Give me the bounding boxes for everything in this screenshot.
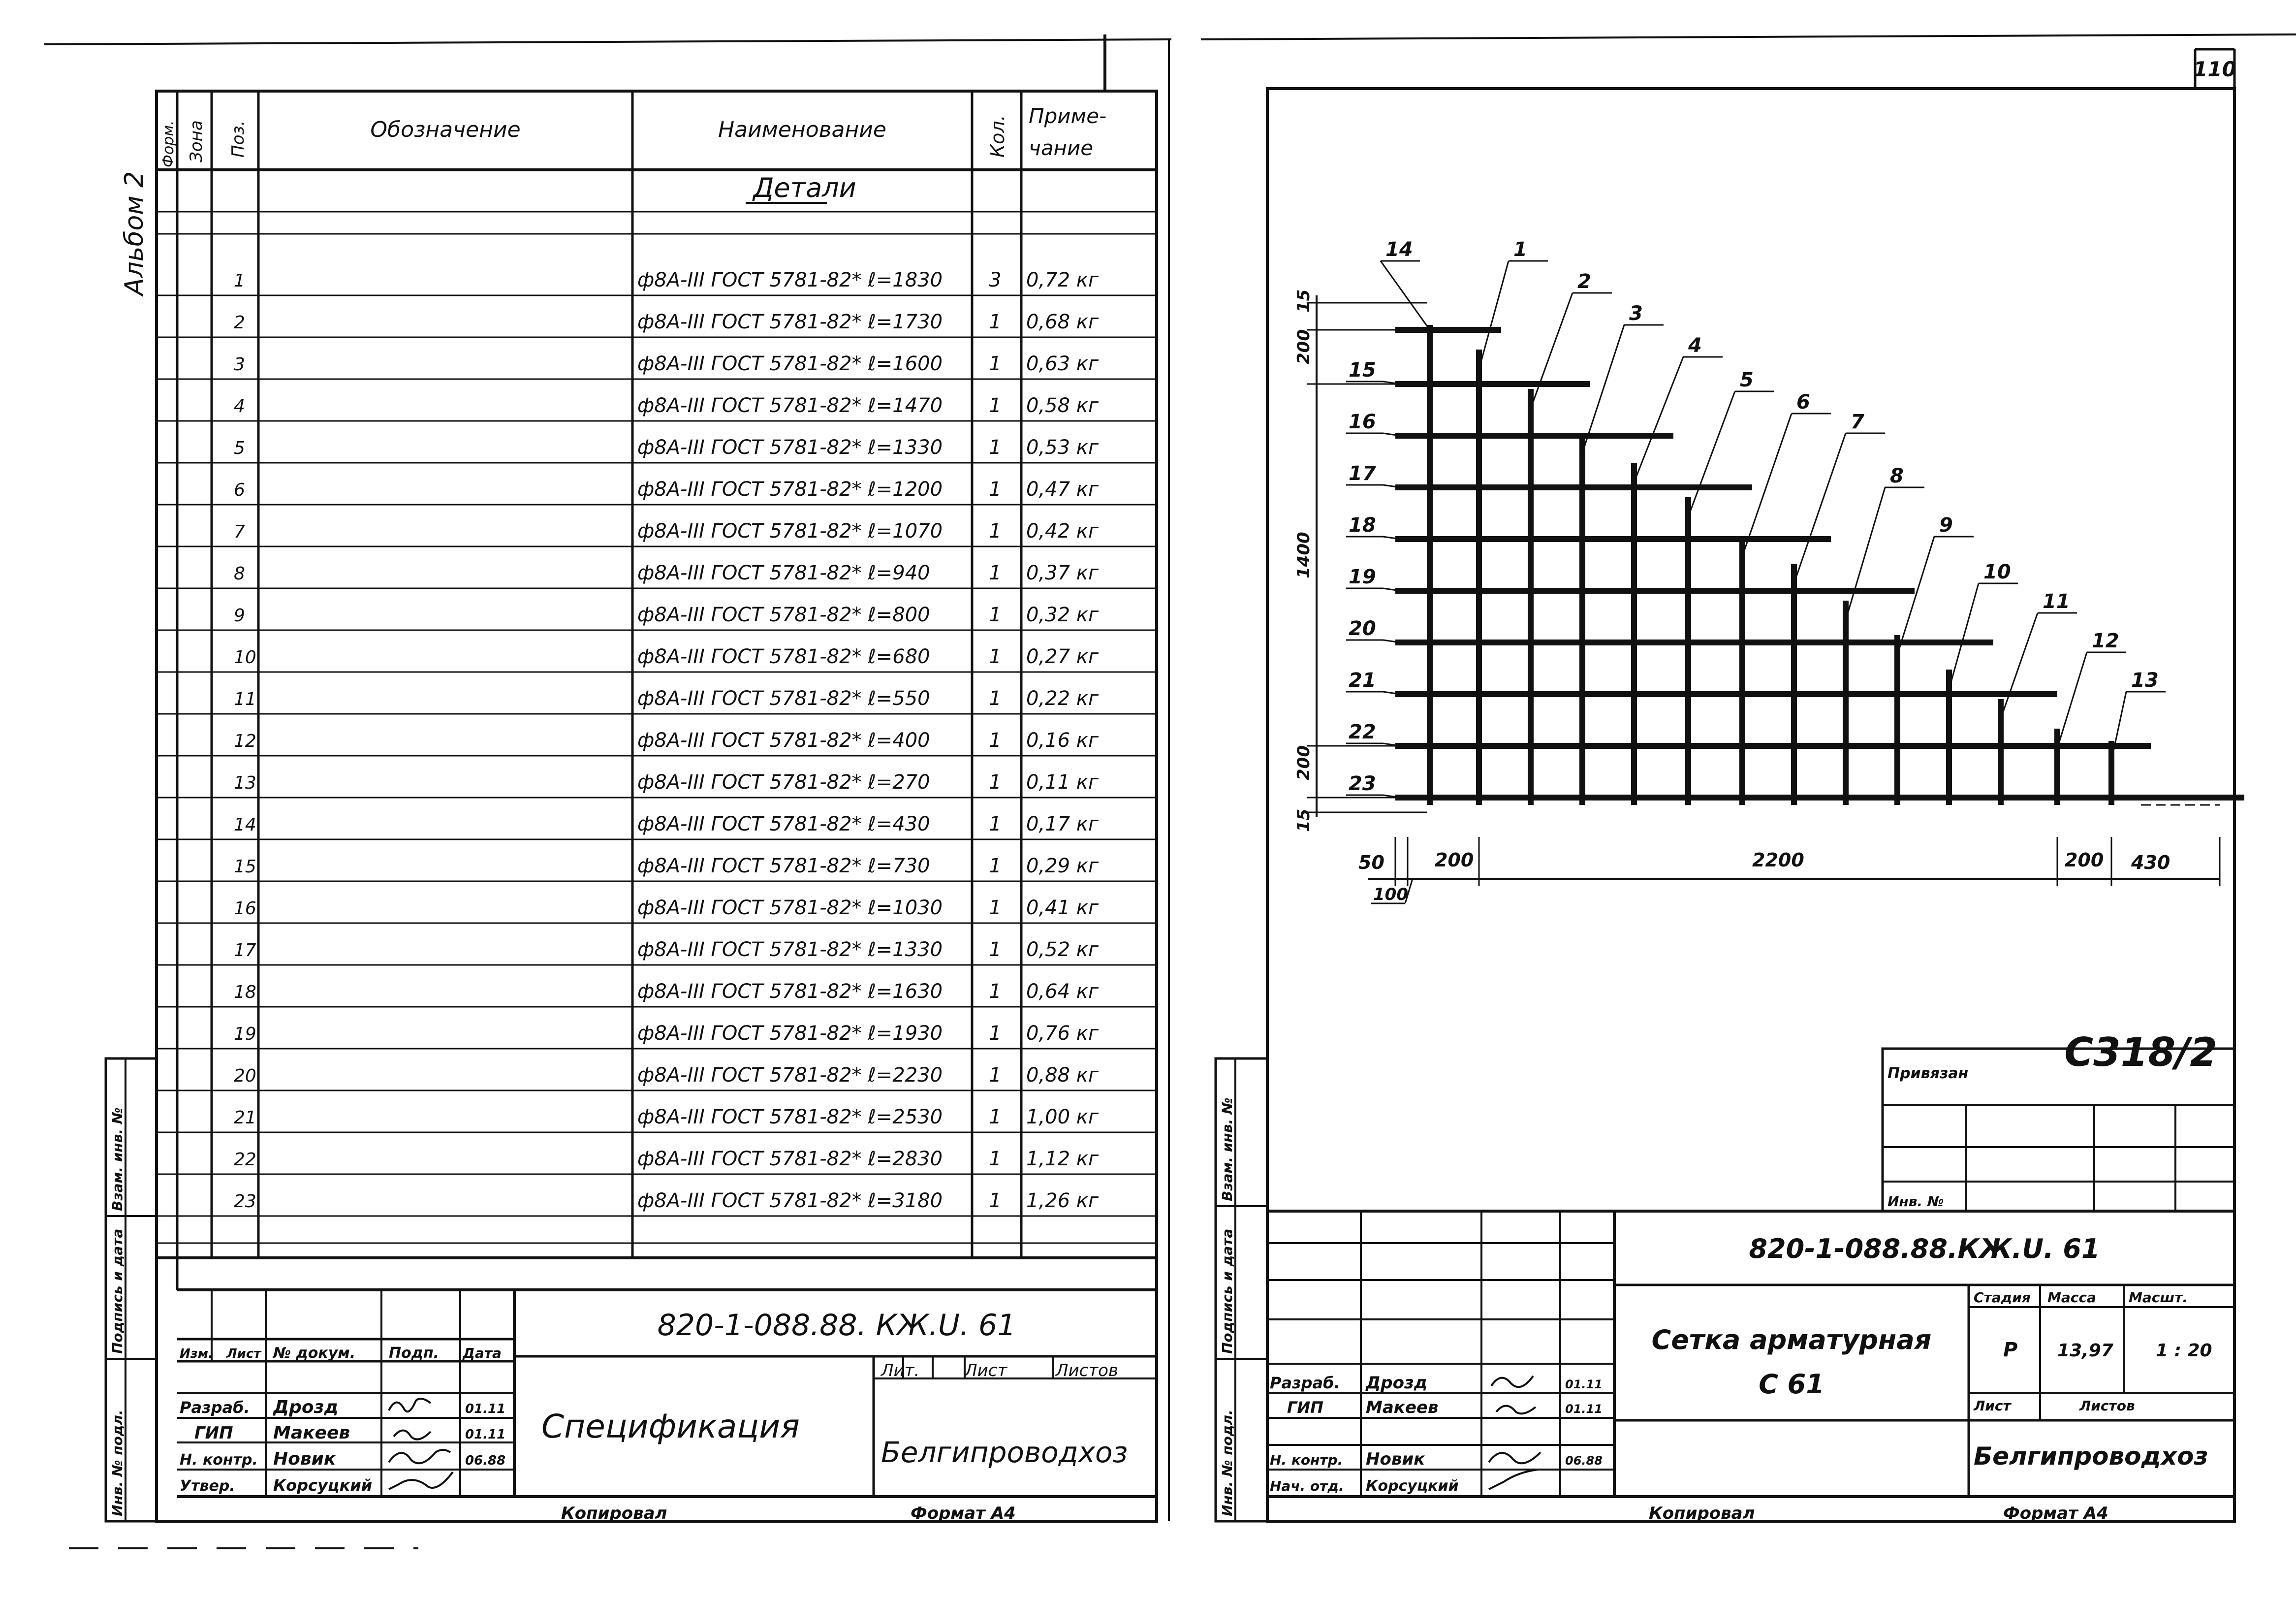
stage-value: Р: [2003, 1339, 2018, 1361]
name-1: Макеев: [1366, 1398, 1439, 1417]
left-doc-title: Спецификация: [541, 1408, 800, 1445]
dim-horizontal: 200: [2065, 849, 2104, 871]
privyazan-label: Привязан: [1887, 1065, 1969, 1082]
row-note: 0,11 кг: [1026, 771, 1099, 794]
row-note: 0,16 кг: [1026, 729, 1099, 752]
row-name: ф8А-III ГОСТ 5781-82* ℓ=680: [637, 645, 930, 668]
header-designation: Обозначение: [370, 117, 521, 142]
row-note: 0,37 кг: [1026, 562, 1099, 584]
page-number: 110: [2193, 57, 2236, 81]
row-qty: 3: [989, 269, 1002, 291]
position-label: 12: [2092, 630, 2119, 652]
row-note: 0,63 кг: [1026, 352, 1099, 375]
date-0: 01.11: [465, 1402, 506, 1416]
row-name: ф8А-III ГОСТ 5781-82* ℓ=400: [637, 729, 930, 752]
row-qty: 1: [989, 1148, 1002, 1170]
row-name: ф8А-III ГОСТ 5781-82* ℓ=270: [637, 771, 930, 794]
stage-hdr: Стадия: [1974, 1289, 2031, 1306]
name-2: Новик: [1366, 1449, 1425, 1469]
row-qty: 1: [989, 604, 1002, 626]
hdr-izm: Изм.: [180, 1346, 213, 1361]
row-pos: 5: [234, 438, 245, 458]
position-label: 5: [1740, 369, 1754, 391]
sheet-label: Лист: [1974, 1398, 2011, 1414]
row-pos: 11: [234, 689, 256, 709]
date-2: 06.88: [465, 1453, 506, 1468]
position-label: 21: [1349, 669, 1376, 692]
row-pos: 19: [234, 1024, 256, 1044]
row-note: 0,17 кг: [1026, 813, 1099, 835]
row-note: 0,29 кг: [1026, 855, 1099, 877]
row-name: ф8А-III ГОСТ 5781-82* ℓ=800: [637, 604, 930, 626]
row-pos: 17: [234, 940, 256, 961]
position-label: 19: [1349, 566, 1376, 588]
left-copied: Копировал: [561, 1504, 667, 1523]
position-label: 7: [1851, 411, 1864, 433]
position-label: 3: [1629, 302, 1643, 325]
date-0: 01.11: [1565, 1377, 1603, 1391]
mass-hdr: Масса: [2047, 1289, 2096, 1306]
row-pos: 6: [234, 480, 245, 500]
position-label: 15: [1349, 359, 1376, 382]
stamp-vzam-inv: Взам. инв. №: [1219, 1097, 1235, 1201]
row-pos: 10: [234, 647, 256, 668]
position-label: 10: [1983, 561, 2011, 583]
scale-value: 1 : 20: [2156, 1341, 2212, 1361]
row-qty: 1: [989, 645, 1002, 668]
date-1: 01.11: [465, 1427, 506, 1442]
row-pos: 15: [234, 857, 256, 877]
sheets-label: Листов: [2079, 1398, 2135, 1414]
row-qty: 1: [989, 855, 1002, 877]
row-note: 0,52 кг: [1026, 938, 1099, 961]
row-pos: 14: [234, 815, 256, 835]
right-title-2: С 61: [1759, 1369, 1824, 1400]
left-sheet: [44, 34, 1171, 1548]
position-label: 14: [1385, 238, 1413, 261]
position-label: 9: [1939, 514, 1953, 537]
row-name: ф8А-III ГОСТ 5781-82* ℓ=3180: [637, 1189, 943, 1212]
position-label: 4: [1688, 334, 1702, 357]
signature-mark: [1491, 1376, 1533, 1387]
row-qty: 1: [989, 1106, 1002, 1128]
row-note: 0,88 кг: [1026, 1064, 1099, 1087]
row-note: 0,32 кг: [1026, 604, 1099, 626]
row-qty: 1: [989, 980, 1002, 1003]
row-name: ф8А-III ГОСТ 5781-82* ℓ=1030: [637, 897, 943, 919]
name-1: Макеев: [273, 1423, 350, 1443]
right-side-stamp: [1216, 1058, 1267, 1521]
dim-vertical: 1400: [1294, 532, 1314, 578]
row-note: 1,26 кг: [1026, 1189, 1099, 1212]
role-1: ГИП: [194, 1423, 233, 1443]
row-pos: 7: [234, 522, 245, 542]
dim-small: 100: [1373, 885, 1408, 904]
row-qty: 1: [989, 813, 1002, 835]
signature-mark: [1489, 1470, 1538, 1489]
position-label: 8: [1890, 465, 1904, 487]
header-qty: Кол.: [987, 115, 1008, 158]
left-side-stamp: [106, 1058, 157, 1521]
row-qty: 1: [989, 938, 1002, 961]
row-pos: 8: [234, 564, 245, 584]
name-3: Корсуцкий: [273, 1476, 373, 1495]
role-1: ГИП: [1287, 1398, 1323, 1417]
handwritten-code: С318/2: [2064, 1029, 2217, 1075]
row-qty: 1: [989, 478, 1002, 501]
role-0: Разраб.: [1270, 1374, 1340, 1392]
left-org: Белгипроводхоз: [881, 1436, 1128, 1469]
row-name: ф8А-III ГОСТ 5781-82* ℓ=1470: [637, 394, 943, 417]
row-note: 1,12 кг: [1026, 1148, 1099, 1170]
left-title-block: [177, 1290, 1157, 1523]
row-name: ф8А-III ГОСТ 5781-82* ℓ=1630: [637, 980, 943, 1003]
stamp-signature-date: Подпись и дата: [1219, 1228, 1235, 1354]
dim-vertical: 15: [1294, 808, 1314, 832]
row-qty: 1: [989, 1064, 1002, 1087]
row-name: ф8А-III ГОСТ 5781-82* ℓ=430: [637, 813, 930, 835]
header-form: Форм.: [160, 120, 177, 167]
row-qty: 1: [989, 562, 1002, 584]
row-note: 0,72 кг: [1026, 269, 1099, 291]
row-qty: 1: [989, 436, 1002, 459]
left-code: 820-1-088.88. КЖ.U. 61: [657, 1308, 1016, 1343]
position-label: 11: [2043, 590, 2070, 613]
row-note: 0,42 кг: [1026, 520, 1099, 543]
row-qty: 1: [989, 687, 1002, 710]
row-name: ф8А-III ГОСТ 5781-82* ℓ=940: [637, 562, 930, 584]
name-3: Корсуцкий: [1366, 1477, 1459, 1495]
dim-horizontal: 2200: [1752, 849, 1804, 871]
position-label: 2: [1577, 270, 1591, 293]
row-name: ф8А-III ГОСТ 5781-82* ℓ=1070: [637, 520, 943, 543]
mesh-drawing: [1294, 238, 2244, 904]
right-org: Белгипроводхоз: [1974, 1442, 2208, 1471]
dim-vertical: 15: [1294, 289, 1314, 313]
row-qty: 1: [989, 729, 1002, 752]
signature-mark: [394, 1431, 431, 1440]
position-label: 18: [1349, 514, 1376, 537]
position-label: 1: [1513, 238, 1527, 261]
dim-horizontal: 430: [2131, 852, 2170, 873]
signature-mark: [389, 1399, 431, 1411]
row-note: 0,58 кг: [1026, 394, 1099, 417]
row-pos: 20: [234, 1066, 256, 1086]
role-3: Нач. отд.: [1270, 1478, 1344, 1494]
right-title-block: [1267, 1211, 2234, 1523]
position-label: 22: [1349, 721, 1376, 743]
row-pos: 21: [234, 1108, 256, 1128]
row-pos: 4: [234, 396, 245, 416]
right-format: Формат А4: [2003, 1504, 2108, 1523]
hdr-doc: № докум.: [273, 1345, 356, 1362]
signature-mark: [1496, 1406, 1536, 1414]
row-name: ф8А-III ГОСТ 5781-82* ℓ=1200: [637, 478, 943, 501]
right-code: 820-1-088.88.КЖ.U. 61: [1749, 1233, 2100, 1264]
right-sheet: [1201, 34, 2296, 1523]
row-pos: 16: [234, 898, 256, 919]
hdr-list: Лист: [226, 1346, 261, 1361]
dim-vertical: 200: [1294, 745, 1314, 780]
row-note: 0,53 кг: [1026, 436, 1099, 459]
role-2: Н. контр.: [180, 1451, 258, 1469]
stamp-vzam-inv: Взам. инв. №: [109, 1107, 126, 1211]
row-pos: 9: [234, 606, 245, 626]
row-pos: 2: [234, 313, 245, 333]
signature-mark: [389, 1472, 453, 1489]
row-name: ф8А-III ГОСТ 5781-82* ℓ=2830: [637, 1148, 943, 1170]
row-note: 0,64 кг: [1026, 980, 1099, 1003]
lit-label: Лит.: [881, 1361, 920, 1380]
row-pos: 18: [234, 982, 256, 1002]
sheet-label: Лист: [965, 1361, 1007, 1380]
position-label: 17: [1349, 462, 1376, 485]
row-qty: 1: [989, 897, 1002, 919]
dim-horizontal: 50: [1358, 852, 1384, 873]
row-note: 0,27 кг: [1026, 645, 1099, 668]
position-label: 23: [1349, 772, 1376, 795]
row-name: ф8А-III ГОСТ 5781-82* ℓ=550: [637, 687, 930, 710]
header-name: Наименование: [718, 117, 886, 142]
date-2: 06.88: [1565, 1454, 1603, 1468]
row-name: ф8А-III ГОСТ 5781-82* ℓ=2230: [637, 1064, 943, 1087]
row-name: ф8А-III ГОСТ 5781-82* ℓ=2530: [637, 1106, 943, 1128]
stamp-inv-podl: Инв. № подл.: [1219, 1409, 1235, 1516]
signature-mark: [1489, 1452, 1541, 1463]
row-qty: 1: [989, 311, 1002, 333]
header-note-1: Приме-: [1029, 104, 1107, 128]
right-title-1: Сетка арматурная: [1651, 1324, 1932, 1355]
row-name: ф8А-III ГОСТ 5781-82* ℓ=1930: [637, 1022, 943, 1045]
position-label: 16: [1349, 411, 1376, 433]
position-label: 20: [1349, 617, 1376, 640]
row-name: ф8А-III ГОСТ 5781-82* ℓ=1730: [637, 311, 943, 333]
row-qty: 1: [989, 352, 1002, 375]
dim-horizontal: 200: [1435, 849, 1474, 871]
row-pos: 3: [234, 354, 245, 375]
name-0: Дрозд: [273, 1397, 339, 1417]
row-note: 0,22 кг: [1026, 687, 1099, 710]
row-name: ф8А-III ГОСТ 5781-82* ℓ=1330: [637, 436, 943, 459]
row-qty: 1: [989, 771, 1002, 794]
header-zone: Зона: [187, 120, 206, 162]
hdr-sign: Подп.: [389, 1345, 440, 1362]
row-qty: 1: [989, 1189, 1002, 1212]
row-note: 0,41 кг: [1026, 897, 1099, 919]
dim-vertical: 200: [1294, 329, 1314, 364]
name-2: Новик: [273, 1449, 336, 1469]
row-note: 0,68 кг: [1026, 311, 1099, 333]
spec-rows: [157, 212, 1157, 1243]
header-note-2: чание: [1029, 136, 1094, 160]
role-3: Утвер.: [180, 1477, 235, 1495]
row-qty: 1: [989, 1022, 1002, 1045]
row-pos: 13: [234, 773, 256, 793]
row-name: ф8А-III ГОСТ 5781-82* ℓ=1600: [637, 352, 943, 375]
row-pos: 1: [234, 271, 245, 291]
date-1: 01.11: [1565, 1402, 1603, 1416]
row-pos: 22: [234, 1150, 256, 1170]
row-name: ф8А-III ГОСТ 5781-82* ℓ=1330: [637, 938, 943, 961]
scale-hdr: Масшт.: [2129, 1289, 2188, 1306]
left-format: Формат А4: [911, 1504, 1016, 1523]
position-label: 13: [2131, 669, 2159, 692]
row-note: 0,47 кг: [1026, 478, 1099, 501]
signature-mark: [389, 1450, 450, 1463]
header-pos: Поз.: [228, 120, 248, 158]
hdr-date: Дата: [463, 1345, 502, 1361]
role-0: Разраб.: [180, 1398, 250, 1417]
mass-value: 13,97: [2057, 1341, 2113, 1361]
stamp-signature-date: Подпись и дата: [109, 1228, 126, 1354]
section-title: Детали: [753, 172, 856, 203]
row-qty: 1: [989, 520, 1002, 543]
row-qty: 1: [989, 394, 1002, 417]
sheets-label: Листов: [1056, 1361, 1119, 1380]
name-0: Дрозд: [1366, 1373, 1428, 1393]
album-label: Альбом 2: [120, 171, 149, 295]
row-note: 0,76 кг: [1026, 1022, 1099, 1045]
row-name: ф8А-III ГОСТ 5781-82* ℓ=730: [637, 855, 930, 877]
inv-no-label: Инв. №: [1887, 1193, 1944, 1210]
position-label: 6: [1796, 391, 1810, 414]
row-pos: 12: [234, 731, 256, 751]
row-pos: 23: [234, 1191, 256, 1212]
stamp-inv-podl: Инв. № подл.: [109, 1409, 126, 1516]
right-copied: Копировал: [1649, 1504, 1755, 1523]
row-note: 1,00 кг: [1026, 1106, 1099, 1128]
row-name: ф8А-III ГОСТ 5781-82* ℓ=1830: [637, 269, 943, 291]
role-2: Н. контр.: [1270, 1452, 1343, 1468]
